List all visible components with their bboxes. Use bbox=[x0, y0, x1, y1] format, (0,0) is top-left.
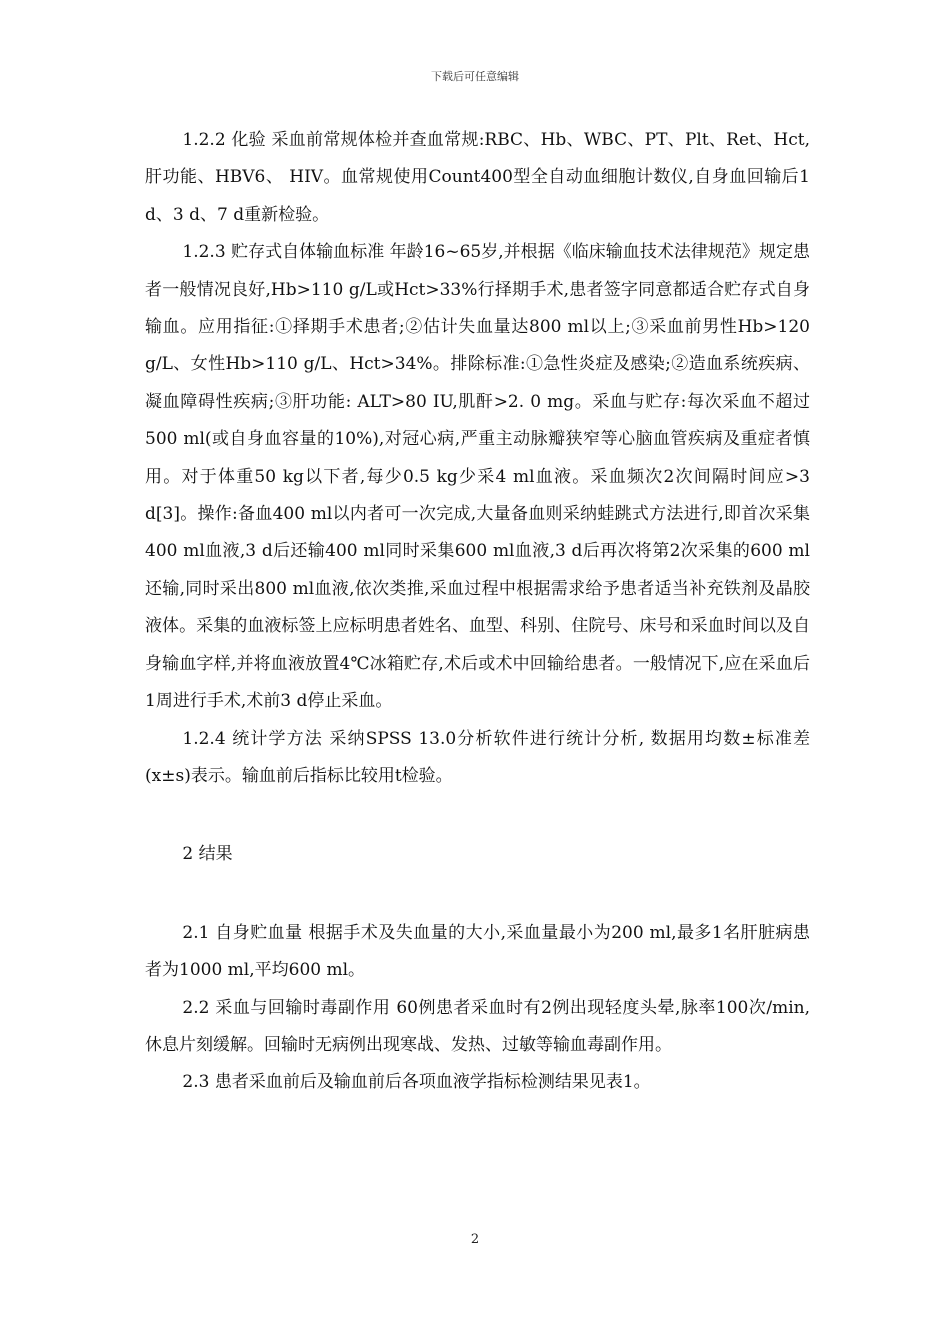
section-2-1: 2.1 自身贮血量 根据手术及失血量的大小,采血量最小为200 ml,最多1名肝脏病患者为1000 ml,平均600 ml。 bbox=[145, 922, 810, 981]
section-1-2-4: 1.2.4 统计学方法 采纳SPSS 13.0分析软件进行统计分析, 数据用均数±标准差(x±s)表示。输血前后指标比较用t检验。 bbox=[145, 728, 810, 786]
section-1-2-2: 1.2.2 化验 采血前常规体检并查血常规:RBC、Hb、WBC、PT、Plt、Ret、Hct,肝功能、HBV6、 HIV。血常规使用Count400型全自动血细胞计数仪,自身血回输后1 d、3 d、7 d重新检验。 bbox=[145, 130, 810, 225]
section-2-3: 2.3 患者采血前后及输血前后各项血液学指标检测结果见表1。 bbox=[182, 1072, 651, 1093]
section-2-heading: 2 结果 bbox=[182, 844, 233, 865]
section-2-2: 2.2 采血与回输时毒副作用 60例患者采血时有2例出现轻度头晕,脉率100次/min,休息片刻缓解。回输时无病例出现寒战、发热、过敏等输血毒副作用。 bbox=[145, 997, 810, 1055]
section-1-2-3: 1.2.3 贮存式自体输血标准 年龄16~65岁,并根据《临床输血技术法律规范》规定患者一般情况良好,Hb>110 g/L或Hct>33%行择期手术,患者签字同意都适合贮存式自身输血。应用指征:①择期手术患者;②估计失血量达800 ml以上;③采血前男性Hb>120 g/L、女性Hb>110 g/L、Hct>34%。排除标准:①急性炎症及感染;②造血系统疾病、凝血障碍性疾病;③肝功能: ALT>80 IU,肌酐>2. 0 mg。采血与贮存:每次采血不超过500 ml(或自身血容量的10%),对冠心病,严重主动脉瓣狭窄等心脑血管疾病及重症者慎用。对于体重50 kg以下者,每少0.5 kg少采4 ml血液。采血频次2次间隔时间应>3 d[3]。操作:备血400 ml以内者可一次完成,大量备血则采纳蛙跳式方法进行,即首次采集400 ml血液,3 d后还输400 ml同时采集600 ml血液,3 d后再次将第2次采集的600 ml还输,同时采出800 ml血液,依次类推,采血过程中根据需求给予患者适当补充铁剂及晶胶液体。采集的血液标签上应标明患者姓名、血型、科别、住院号、床号和采血时间以及自身输血字样,并将血液放置4℃冰箱贮存,术后或术中回输给患者。一般情况下,应在采血后1周进行手术,术前3 d停止采血。 bbox=[145, 242, 810, 712]
page-number: 2 bbox=[470, 1232, 480, 1247]
document-body bbox=[145, 122, 810, 1102]
page-header: 下载后可任意编辑 bbox=[431, 70, 519, 83]
